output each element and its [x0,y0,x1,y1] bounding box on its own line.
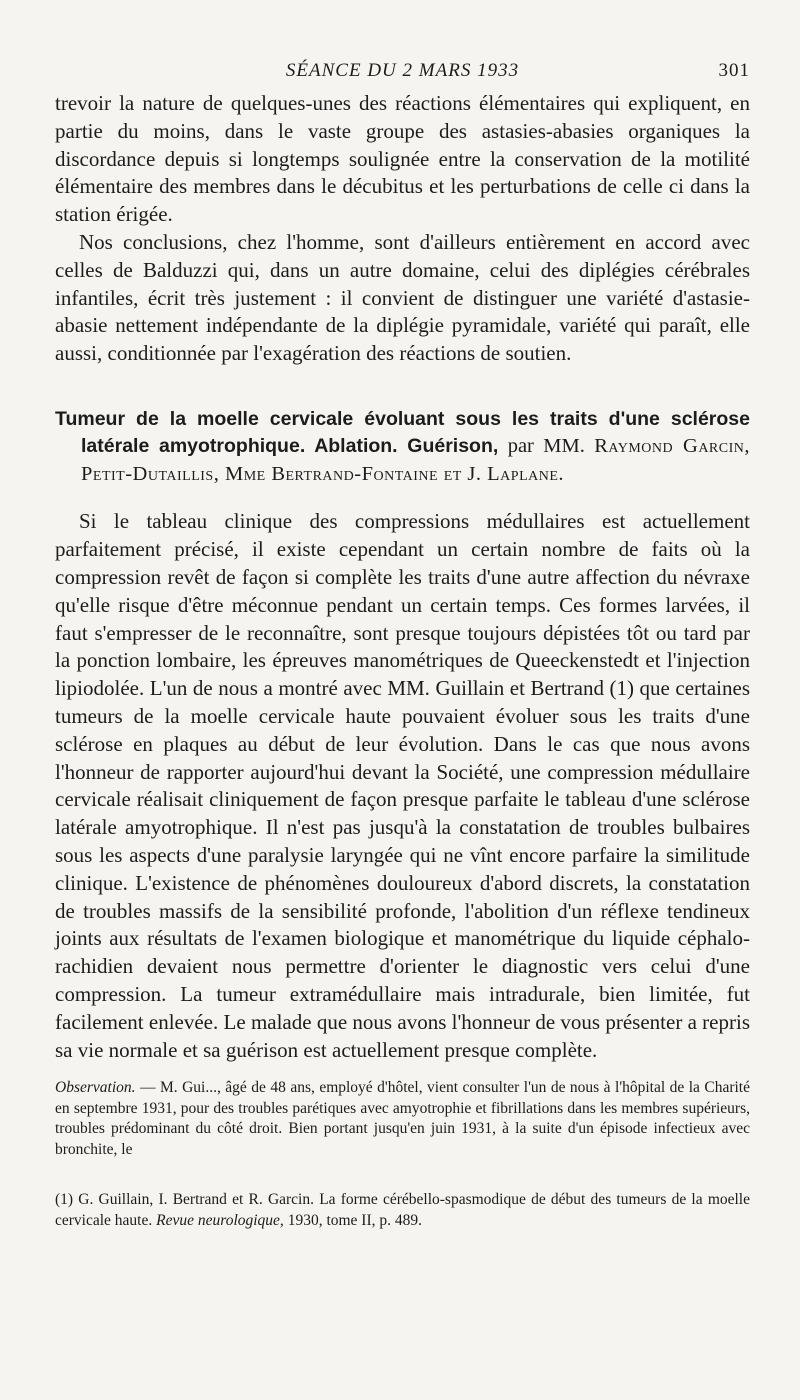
paragraph-conclusions: Nos conclusions, chez l'homme, sont d'ailleurs entièrement en accord avec celles de Balduzzi qui, dans un autre domaine, celui des diplégies cérébrales infantiles, écrit très justement : il convient de distinguer une variété d'astasie-abasie nettement indépendante de la diplégie pyramidale, variété qui paraît, elle aussi, conditionnée par l'exagération des réactions de soutien. [55,229,750,366]
article-title: Tumeur de la moelle cervicale évoluant sous les traits d'une sclérose latérale amyotrophique. Ablation. Guérison, [55,407,750,458]
article-by: par MM. [507,435,585,458]
footnote [55,1190,750,1231]
paragraph-introduction: Si le tableau clinique des compressions médullaires est actuellement parfaitement précisé, il existe cependant un certain nombre de faits où la compression revêt de façon si complète les traits d'une autre affection du névraxe qu'elle risque d'être méconnue pendant un certain temps. Ces formes larvées, il faut s'empresser de le reconnaître, sont presque toujours dépistées tôt ou tard par la ponction lombaire, les épreuves manométriques de Queeckenstedt et l'injection lipiodolée. L'un de nous a montré avec MM. Guillain et Bertrand (1) que certaines tumeurs de la moelle cervicale haute pouvaient évoluer sous les traits d'une sclérose en plaques au début de leur évolution. Dans le cas que nous avons l'honneur de rapporter aujourd'hui devant la Société, une compression médullaire cervicale réalisait cliniquement de façon presque parfaite le tableau d'une sclérose latérale amyotrophique. Il n'est pas jusqu'à la constatation de troubles bulbaires sous les aspects d'une paralysie laryngée qui ne vînt encore parfaire la similitude clinique. L'existence de phénomènes douloureux d'abord discrets, la constatation de troubles massifs de la sensibilité profonde, l'abolition d'un réflexe tendineux joints aux résultats de l'examen biologique et manométrique du liquide céphalo-rachidien devaient nous permettre d'orienter le diagnostic vers celui d'une compression. La tumeur extramédullaire mais intradurale, bien limitée, fut facilement enlevée. Le malade que nous avons l'honneur de vous présenter a repris sa vie normale et sa guérison est actuellement presque complète. [55,509,750,1062]
footnote-text: (1) G. Guillain, I. Bertrand et R. Garcin. La forme cérébello-spasmodique de début des tumeurs de la moelle cervicale haute. [55,1191,750,1229]
observation-lead: Observation. [55,1079,136,1097]
page-number: 301 [718,60,750,81]
paragraph-continued: trevoir la nature de quelques-unes des réactions élémentaires qui expliquent, en partie du moins, dans le vaste groupe des astasies-abasies organiques la discordance depuis si longtemps soulignée entre la conservation de la motilité élémentaire des membres dans le décubitus et les perturbations de celle ci dans la station érigée. [55,91,750,227]
observation-paragraph [55,1078,750,1160]
footnote-journal: Revue neurologique, [156,1211,284,1229]
article-heading [55,406,750,489]
page-body [55,90,750,1231]
running-title: SÉANCE DU 2 MARS 1933 [285,60,520,81]
footnote-ref: 1930, tome II, p. 489. [287,1211,423,1229]
observation-text: — M. Gui..., âgé de 48 ans, employé d'hôtel, vient consulter l'un de nous à l'hôpital de la Charité en septembre 1931, pour des troubles parétiques avec amyotrophie et fibrillations dans les membres supérieurs, troubles prédominant du côté droit. Bien portant jusqu'en juin 1931, à la suite d'un épisode infectieux avec bronchite, le [55,1079,750,1158]
article-authors: Raymond Garcin, Petit-Dutaillis, Mme Bertrand-Fontaine et J. Laplane. [81,435,750,485]
running-head [55,60,750,84]
